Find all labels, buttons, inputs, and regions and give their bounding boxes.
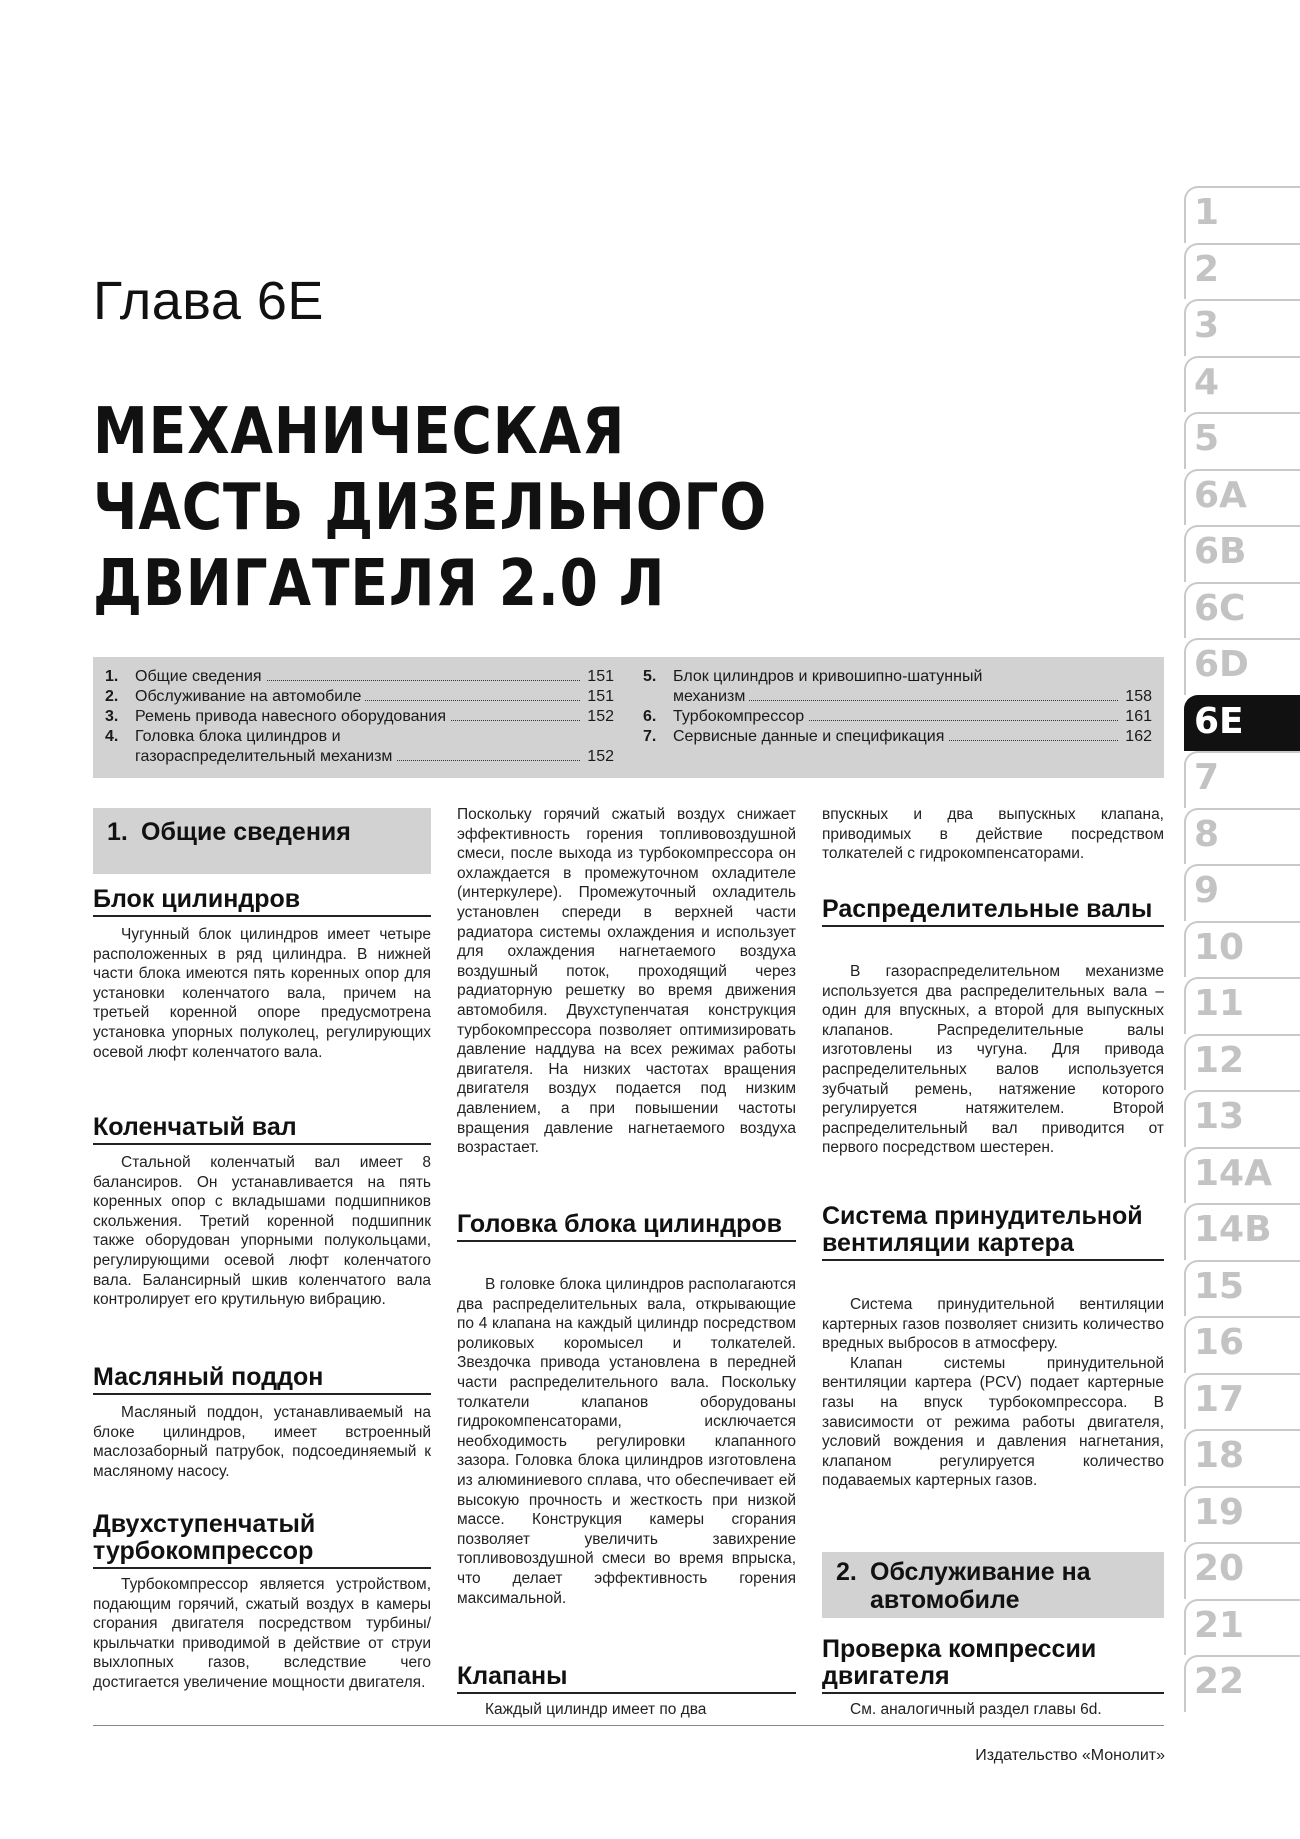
- text-valves-continued: [822, 805, 1164, 864]
- paragraph: Каждый цилиндр имеет по два: [485, 1701, 707, 1718]
- toc-page: 162: [1122, 727, 1152, 747]
- toc-item[interactable]: [105, 727, 614, 747]
- title-line-2: ЧАСТЬ ДИЗЕЛЬНОГО: [93, 471, 768, 545]
- chapter-tab-14a[interactable]: 14A: [1184, 1147, 1300, 1204]
- toc-label: Общие сведения: [135, 667, 266, 687]
- toc-page: 151: [584, 667, 614, 687]
- chapter-tab-4[interactable]: 4: [1184, 356, 1300, 413]
- toc-item[interactable]: [643, 707, 1152, 727]
- chapter-tab-6d[interactable]: 6D: [1184, 638, 1300, 695]
- toc-item[interactable]: [643, 727, 1152, 747]
- toc-num: 3.: [105, 708, 119, 725]
- chapter-tab-16[interactable]: 16: [1184, 1316, 1300, 1373]
- toc-right-column: [643, 667, 1152, 747]
- paragraph: Стальной коленчатый вал имеет 8 балансиров. Он устанавливается на пять коренных опор с вкладышами подшипников скольжения. Третий коренной подшипник также оборудован упорными полукольцами, регулирующими осевой люфт коленчатого вала. Балансирный шкив коленчатого вала контролирует его крутильную вибрацию.: [93, 1154, 431, 1309]
- toc-page: 151: [584, 687, 614, 707]
- page-title: [93, 394, 877, 622]
- title-line-3: ДВИГАТЕЛЯ 2.0 Л: [93, 547, 666, 621]
- toc-label: Блок цилиндров и кривошипно-шатунный: [673, 667, 986, 687]
- toc-item[interactable]: [105, 707, 614, 727]
- paragraph: В головке блока цилиндров располагаются два распределительных вала, открывающие по 4 клапана на каждый цилиндр посредством роликовых коромысел и толкателей. Звездочка привода установлена в передней части распределительного вала. Поскольку толкатели клапанов оборудованы гидрокомпенсаторами, исключается необходимость регулировки клапанного зазора. Головка блока цилиндров изготовлена из алюминиевого сплава, что обеспечивает ей высокую прочность и жесткость при низкой массе. Конструкция камеры сгорания позволяет увеличить завихрение топливовоздушной смеси во время впрыска, что делает эффективность горения максимальной.: [457, 1276, 796, 1607]
- paragraph: Турбокомпрессор является устройством, подающим горячий, сжатый воздух в камеры сгорания двигателя посредством турбины/крыльчатки приводимой в действие от струи выхлопных газов, вследствие чего достигается увеличение мощности двигателя.: [93, 1576, 431, 1691]
- chapter-tab-10[interactable]: 10: [1184, 921, 1300, 978]
- heading-compression-check: Проверка компрессии двигателя: [822, 1636, 1164, 1694]
- paragraph: В газораспределительном механизме используется два распределительных вала – один для впускных, а второй для выпускных клапанов. Распределительные валы изготовлены из чугуна. Для привода распределительных валов используется зубчатый ремень, натяжение которого регулируется натяжителем. Второй распределительный вал приводится от первого посредством шестерен.: [822, 963, 1164, 1157]
- toc-page: 152: [584, 747, 614, 767]
- chapter-tab-2[interactable]: 2: [1184, 243, 1300, 300]
- chapter-tab-17[interactable]: 17: [1184, 1373, 1300, 1430]
- text-crankshaft: [93, 1153, 431, 1310]
- publisher-footer: Издательство «Монолит»: [975, 1747, 1165, 1764]
- heading-crankshaft: Коленчатый вал: [93, 1114, 431, 1145]
- toc-item[interactable]: [105, 747, 614, 767]
- section-2-heading: [822, 1552, 1164, 1618]
- text-oil-pan: [93, 1403, 431, 1481]
- title-line-1: МЕХАНИЧЕСКАЯ: [93, 395, 626, 469]
- toc-item[interactable]: [643, 687, 1152, 707]
- chapter-tab-11[interactable]: 11: [1184, 977, 1300, 1034]
- toc-num: 5.: [643, 668, 657, 685]
- footer-divider: [93, 1725, 1164, 1726]
- toc-label: Турбокомпрессор: [673, 707, 808, 727]
- chapter-tab-22[interactable]: 22: [1184, 1655, 1300, 1712]
- chapter-tab-1[interactable]: 1: [1184, 186, 1300, 243]
- paragraph: Клапан системы принудительной вентиляции картера (PCV) подает картерные газы на впуск турбокомпрессора. В зависимости от режима работы двигателя, условий вождения и давления нагнетания, клапаном регулируется количество подаваемых картерных газов.: [822, 1354, 1164, 1490]
- toc-label: Сервисные данные и спецификация: [673, 727, 948, 747]
- toc-num: 7.: [643, 728, 657, 745]
- text-cylinder-head: [457, 1275, 796, 1608]
- text-cylinder-block: [93, 925, 431, 1062]
- toc-left-column: [105, 667, 614, 767]
- text-pcv: [822, 1295, 1164, 1491]
- chapter-tab-14b[interactable]: 14B: [1184, 1203, 1300, 1260]
- chapter-label: Глава 6Е: [93, 271, 324, 331]
- paragraph: Чугунный блок цилиндров имеет четыре расположенных в ряд цилиндра. В нижней части блока имеются пять коренных опор для установки коленчатого вала, причем на третьей коренной опоре предусмотрена установка упорных полуколец, регулирующих осевой люфт коленчатого вала.: [93, 926, 431, 1061]
- toc-label: Обслуживание на автомобиле: [135, 687, 365, 707]
- paragraph: См. аналогичный раздел главы 6d.: [850, 1701, 1102, 1718]
- heading-valves: Клапаны: [457, 1663, 796, 1694]
- chapter-tab-5[interactable]: 5: [1184, 412, 1300, 469]
- heading-turbo: Двухступенчатый турбокомпрессор: [93, 1511, 431, 1569]
- chapter-tab-7[interactable]: 7: [1184, 751, 1300, 808]
- table-of-contents: [93, 657, 1164, 778]
- section-1-number: 1.: [107, 818, 128, 846]
- chapter-tab-20[interactable]: 20: [1184, 1542, 1300, 1599]
- toc-num: 6.: [643, 708, 657, 725]
- toc-label: механизм: [673, 687, 749, 707]
- paragraph: впускных и два выпускных клапана, приводимых в действие посредством толкателей с гидрокомпенсаторами.: [822, 806, 1164, 863]
- toc-num: 2.: [105, 688, 119, 705]
- toc-item[interactable]: [643, 667, 1152, 687]
- chapter-tab-8[interactable]: 8: [1184, 808, 1300, 865]
- chapter-tab-15[interactable]: 15: [1184, 1260, 1300, 1317]
- heading-cylinder-head: Головка блока цилиндров: [457, 1211, 796, 1242]
- paragraph: Масляный поддон, устанавливаемый на блоке цилиндров, имеет встроенный маслозаборный патрубок, подсоединяемый к масляному насосу.: [93, 1404, 431, 1480]
- text-intercooler: [457, 805, 796, 1158]
- text-valves: [457, 1700, 796, 1720]
- chapter-tab-6b[interactable]: 6B: [1184, 525, 1300, 582]
- section-2-title: Обслуживание на автомобиле: [870, 1558, 1091, 1614]
- toc-page: 158: [1122, 687, 1152, 707]
- chapter-tab-9[interactable]: 9: [1184, 864, 1300, 921]
- section-2-number: 2.: [836, 1558, 857, 1586]
- toc-num: 4.: [105, 728, 119, 745]
- text-compression-check: [822, 1700, 1164, 1720]
- toc-label: Ремень привода навесного оборудования: [135, 707, 450, 727]
- toc-item[interactable]: [105, 667, 614, 687]
- chapter-tabs: [1184, 186, 1300, 1712]
- heading-camshafts: Распределительные валы: [822, 896, 1164, 927]
- text-turbo: [93, 1575, 431, 1693]
- chapter-tab-6e[interactable]: 6E: [1184, 695, 1300, 752]
- heading-pcv: Система принудительной вентиляции картера: [822, 1203, 1164, 1261]
- paragraph: Поскольку горячий сжатый воздух снижает эффективность горения топливовоздушной смеси, после выхода из турбокомпрессора он охлаждается в промежуточном охладителе (интеркулере). Промежуточный охладитель установлен спереди в верхней части радиатора системы охлаждения и использует для охлаждения нагнетаемого воздуха воздушный поток, проходящий через радиаторную решетку во время движения автомобиля. Двухступенчатая конструкция турбокомпрессора позволяет оптимизировать давление наддува на всех режимах работы двигателя. На низких частотах вращения двигателя воздух подается под низким давлением, а при повышении частоты вращения давление нагнетаемого воздуха возрастает.: [457, 806, 796, 1157]
- heading-oil-pan: Масляный поддон: [93, 1364, 431, 1395]
- chapter-tab-21[interactable]: 21: [1184, 1599, 1300, 1656]
- chapter-tab-3[interactable]: 3: [1184, 299, 1300, 356]
- heading-cylinder-block: Блок цилиндров: [93, 886, 431, 917]
- chapter-tab-19[interactable]: 19: [1184, 1486, 1300, 1543]
- section-1-title: Общие сведения: [141, 818, 351, 846]
- toc-num: 1.: [105, 668, 119, 685]
- section-1-heading: [93, 808, 431, 874]
- toc-page: 152: [584, 707, 614, 727]
- chapter-tab-13[interactable]: 13: [1184, 1090, 1300, 1147]
- toc-label: газораспределительный механизм: [135, 747, 396, 767]
- chapter-tab-12[interactable]: 12: [1184, 1034, 1300, 1091]
- toc-page: 161: [1122, 707, 1152, 727]
- chapter-tab-6a[interactable]: 6A: [1184, 469, 1300, 526]
- text-camshafts: [822, 962, 1164, 1158]
- toc-item[interactable]: [105, 687, 614, 707]
- chapter-tab-18[interactable]: 18: [1184, 1429, 1300, 1486]
- chapter-tab-6c[interactable]: 6C: [1184, 582, 1300, 639]
- toc-label: Головка блока цилиндров и: [135, 727, 345, 747]
- paragraph: Система принудительной вентиляции картерных газов позволяет снизить количество вредных выбросов в атмосферу.: [822, 1296, 1164, 1353]
